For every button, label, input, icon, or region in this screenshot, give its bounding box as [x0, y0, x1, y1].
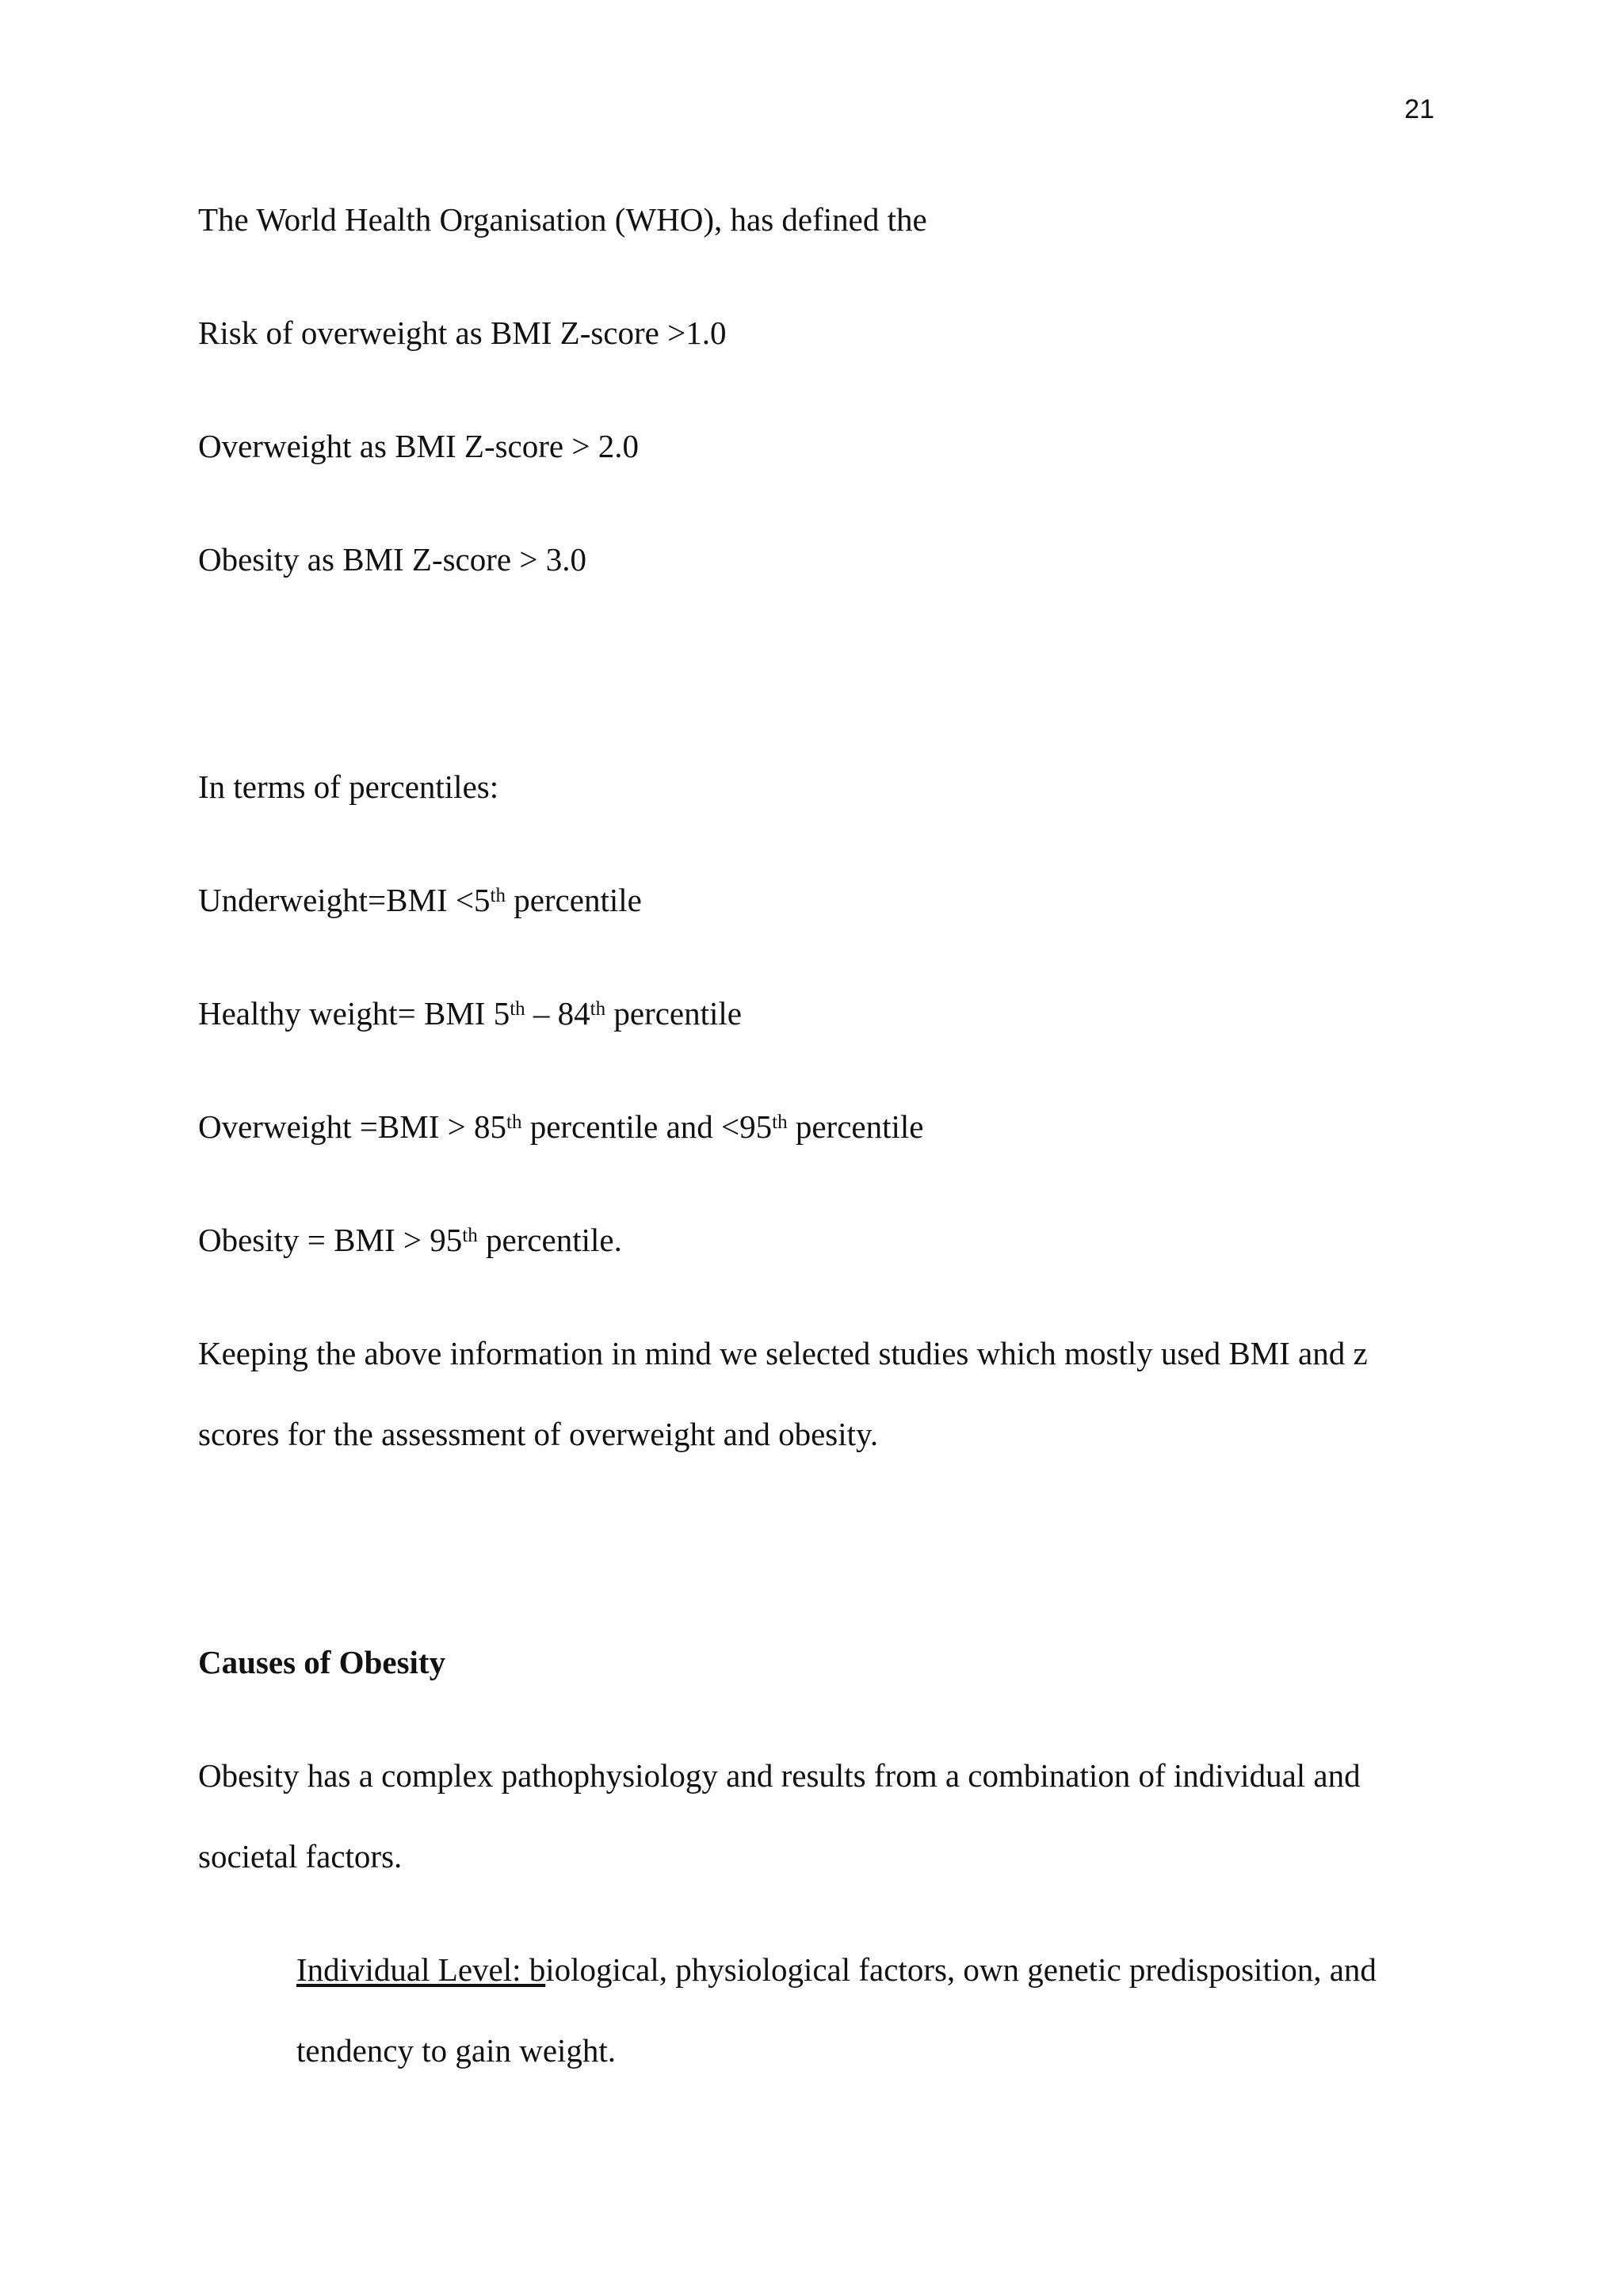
obesity-percentile-line: [198, 1220, 622, 1260]
obesity-text-end: percentile.: [477, 1222, 622, 1258]
healthy-text-mid: – 84: [525, 995, 590, 1032]
overweight-zscore-line: Overweight as BMI Z-score > 2.0: [198, 428, 639, 464]
section-heading: Causes of Obesity: [198, 1644, 446, 1680]
underweight-percentile-line: [198, 880, 642, 920]
selection-paragraph-line1: Keeping the above information in mind we selected studies which mostly used BMI and z: [198, 1335, 1368, 1371]
risk-of-overweight-line: Risk of overweight as BMI Z-score >1.0: [198, 315, 727, 351]
percentiles-heading: In terms of percentiles:: [198, 769, 499, 805]
healthy-text: Healthy weight= BMI 5: [198, 995, 510, 1032]
who-definition-intro: The World Health Organisation (WHO), has defined the: [198, 201, 927, 238]
healthy-text-end: percentile: [605, 995, 742, 1032]
ordinal-suffix: th: [490, 885, 506, 906]
overweight-text: Overweight =BMI > 85: [198, 1108, 506, 1145]
causes-paragraph-line1: Obesity has a complex pathophysiology and results from a combination of individual and: [198, 1757, 1361, 1794]
overweight-text-mid: percentile and <95: [521, 1108, 773, 1145]
overweight-text-end: percentile: [787, 1108, 924, 1145]
ordinal-suffix: th: [590, 998, 606, 1020]
ordinal-suffix: th: [510, 998, 525, 1020]
underweight-text: Underweight=BMI <5: [198, 882, 491, 918]
individual-level-line1: [296, 1950, 1377, 1989]
underweight-text-end: percentile: [505, 882, 642, 918]
obesity-zscore-line: Obesity as BMI Z-score > 3.0: [198, 541, 586, 578]
individual-level-label: Individual Level: b: [296, 1951, 546, 1988]
individual-level-text: iological, physiological factors, own genetic predisposition, and: [545, 1951, 1377, 1988]
overweight-percentile-line: [198, 1107, 923, 1146]
page-number: 21: [1404, 94, 1434, 124]
ordinal-suffix: th: [462, 1225, 478, 1246]
healthy-weight-percentile-line: [198, 994, 742, 1033]
ordinal-suffix: th: [506, 1112, 522, 1133]
obesity-text: Obesity = BMI > 95: [198, 1222, 463, 1258]
individual-level-line2: tendency to gain weight.: [296, 2032, 617, 2069]
ordinal-suffix: th: [772, 1112, 788, 1133]
causes-paragraph-line2: societal factors.: [198, 1838, 403, 1875]
selection-paragraph-line2: scores for the assessment of overweight and obesity.: [198, 1416, 879, 1452]
